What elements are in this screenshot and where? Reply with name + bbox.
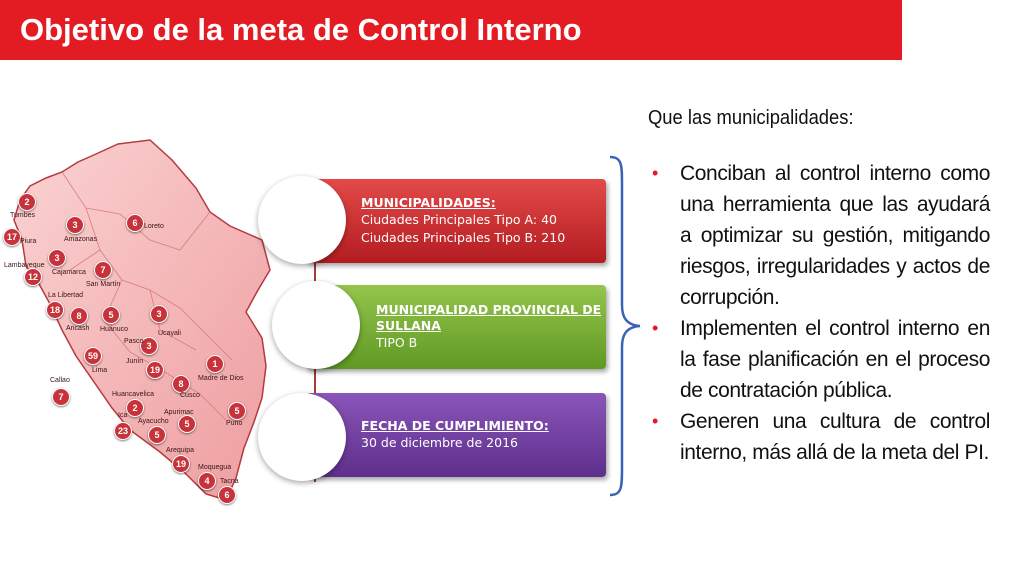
region-label-tacna: Tacna — [220, 478, 239, 485]
bullet-item: • Implementen el control interno en la fase planificación en el proceso de contratación pública. — [648, 313, 990, 406]
region-label-ancash: Ancash — [66, 325, 90, 332]
bullet-list — [648, 158, 990, 468]
region-label-junin: Junín — [126, 358, 144, 365]
box-title: MUNICIPALIDADES: — [361, 195, 496, 210]
peru-map — [0, 130, 290, 510]
bullet-item: • Conciban al control interno como una herramienta que las ayudará a optimizar su gestión, mitigando riesgos, irregularidades y actos de corrupción. — [648, 158, 990, 313]
marker-moquegua: 4 — [198, 472, 216, 490]
region-label-huanuco: Huánuco — [100, 326, 129, 333]
marker-tacna: 6 — [218, 486, 236, 504]
page-title: Objetivo de la meta de Control Interno — [20, 12, 582, 47]
region-label-sanmartin: San Martín — [86, 281, 121, 288]
region-label-amazonas: Amazonas — [64, 236, 98, 243]
region-label-cajamarca: Cajamarca — [52, 269, 86, 276]
region-label-madrededios: Madre de Dios — [198, 375, 244, 382]
marker-loreto: 6 — [126, 214, 144, 232]
region-label-ica: Ica — [118, 412, 128, 419]
box-line: Ciudades Principales Tipo A: 40 — [361, 212, 557, 227]
box-title: FECHA DE CUMPLIMIENTO: — [361, 418, 549, 433]
box-municipalidades — [306, 179, 606, 263]
peru-map-shape — [0, 130, 290, 510]
region-label-tumbes: Tumbes — [10, 212, 36, 219]
region-label-arequipa: Arequipa — [166, 447, 195, 454]
marker-ica: 23 — [114, 422, 132, 440]
marker-tumbes: 2 — [18, 193, 36, 211]
region-label-huancavelica: Huancavelica — [112, 391, 155, 398]
marker-lima: 59 — [84, 347, 102, 365]
box-fecha — [306, 393, 606, 477]
title-bar — [0, 0, 902, 60]
region-label-cusco: Cusco — [180, 392, 200, 399]
marker-cajamarca: 12 — [24, 268, 42, 286]
marker-ancash: 8 — [70, 307, 88, 325]
region-label-ucayali: Ucayali — [158, 330, 181, 337]
marker-apurimac: 5 — [178, 415, 196, 433]
intro-text: Que las municipalidades: — [648, 107, 854, 129]
marker-callao: 7 — [52, 388, 70, 406]
marker-sanmartin: 7 — [94, 261, 112, 279]
region-label-lalibertad: La Libertad — [48, 292, 84, 299]
region-label-puno: Puno — [226, 420, 243, 427]
region-label-loreto: Loreto — [144, 223, 164, 230]
region-label-moquegua: Moquegua — [198, 464, 232, 471]
circle-3 — [258, 393, 346, 481]
bullet-icon: • — [652, 411, 658, 431]
marker-arequipa: 19 — [172, 455, 190, 473]
marker-cusco: 8 — [172, 375, 190, 393]
marker-ayacucho: 5 — [148, 426, 166, 444]
bullet-icon: • — [652, 318, 658, 338]
circle-2 — [272, 281, 360, 369]
curly-brace — [606, 155, 646, 497]
marker-puno: 5 — [228, 402, 246, 420]
region-label-ayacucho: Ayacucho — [138, 418, 169, 425]
box-line: Ciudades Principales Tipo B: 210 — [361, 230, 566, 245]
region-label-apurimac: Apurimac — [164, 409, 194, 416]
marker-huanuco: 5 — [102, 306, 120, 324]
marker-lambayeque: 3 — [48, 249, 66, 267]
circle-1 — [258, 176, 346, 264]
marker-pasco: 3 — [140, 337, 158, 355]
region-label-piura: Piura — [20, 238, 37, 245]
box-line: 30 de diciembre de 2016 — [361, 435, 518, 450]
box-line: TIPO B — [376, 335, 418, 350]
marker-madrededios: 1 — [206, 355, 224, 373]
region-label-pasco: Pasco — [124, 338, 144, 345]
box-title: MUNICIPALIDAD PROVINCIAL DE SULLANA — [376, 302, 602, 333]
bullet-icon: • — [652, 163, 658, 183]
bullet-item: • Generen una cultura de control interno, más allá de la meta del PI. — [648, 406, 990, 468]
marker-piura: 17 — [3, 228, 21, 246]
region-label-lima: Lima — [92, 367, 108, 374]
marker-huancavelica: 2 — [126, 399, 144, 417]
region-label-callao: Callao — [50, 377, 70, 384]
marker-ucayali: 3 — [150, 305, 168, 323]
marker-lalibertad: 18 — [46, 301, 64, 319]
marker-junin: 19 — [146, 361, 164, 379]
marker-amazonas: 3 — [66, 216, 84, 234]
region-label-lambayeque: Lambayeque — [4, 262, 45, 269]
